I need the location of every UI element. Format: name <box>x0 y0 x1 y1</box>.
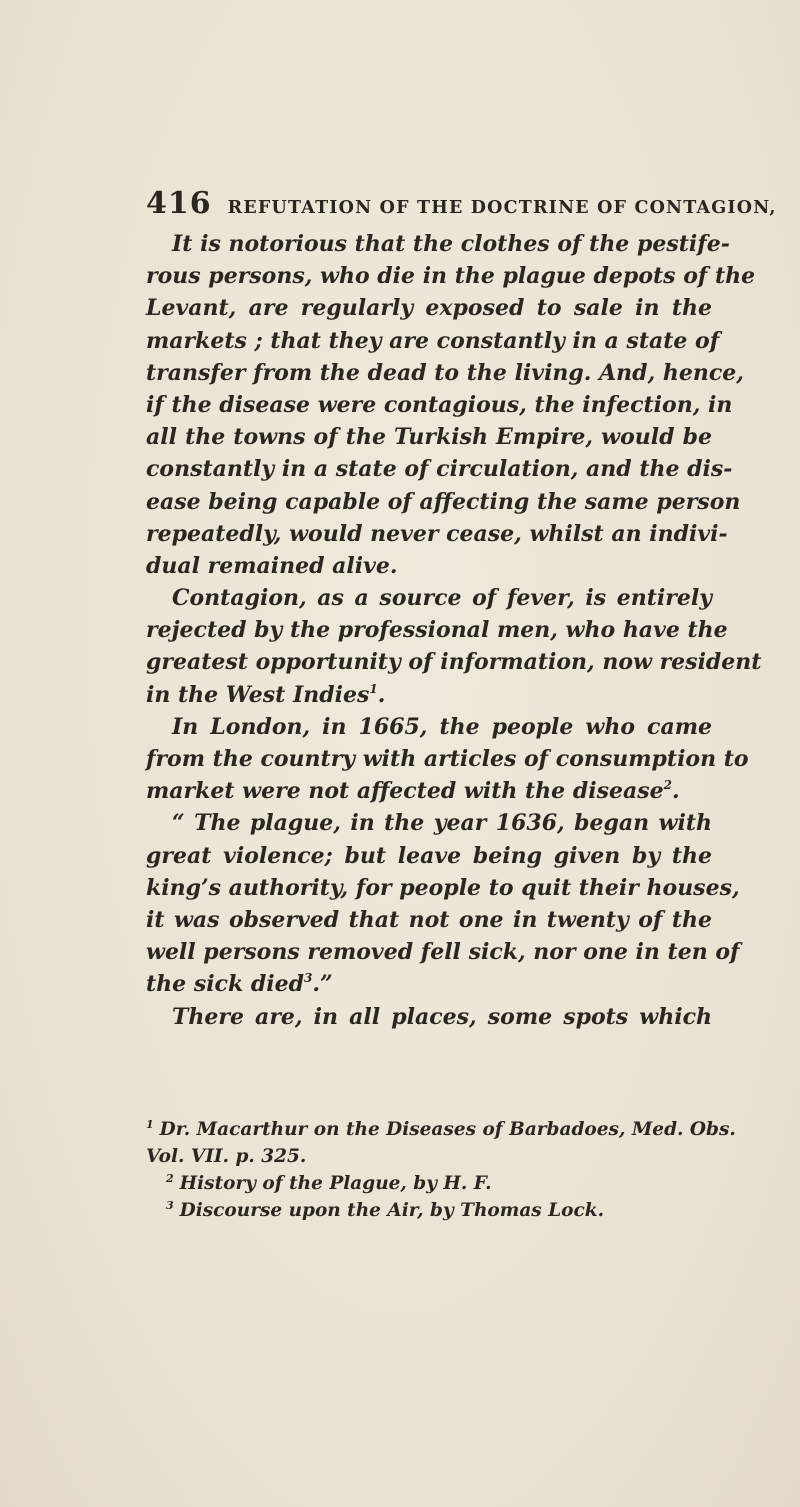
text-line: greatest opportunity of information, now resident <box>146 649 762 676</box>
text-line: well persons removed fell sick, nor one in ten of <box>146 939 740 966</box>
text-line: great violence; but leave being given by the <box>146 842 712 869</box>
running-title: REFUTATION OF THE DOCTRINE OF CONTAGION, <box>227 198 777 218</box>
text-line: market were not affected with the disease$^2$. <box>146 778 680 805</box>
text-line: in the West Indies$^1$. <box>146 681 386 708</box>
text-line: from the country with articles of consumption to <box>146 746 749 772</box>
text-line: markets ; that they are constantly in a state of <box>146 327 720 354</box>
footnote-ref: 1 <box>369 681 378 696</box>
body-text <box>146 228 762 1033</box>
footnote: $^1$ Dr. Macarthur on the Diseases of Barbadoes, Med. Obs. <box>146 1118 736 1140</box>
footnote-mark: 1 <box>146 1118 154 1131</box>
footnote-continuation: Vol. VII. p. 325. <box>146 1146 307 1167</box>
text-line: Contagion, as a source of fever, is entirely <box>172 585 712 612</box>
text-line: rejected by the professional men, who have the <box>146 617 728 644</box>
text-line: constantly in a state of circulation, and the dis- <box>146 456 733 483</box>
running-head <box>146 186 777 221</box>
text-line: if the disease were contagious, the infection, in <box>146 391 733 418</box>
footnote-mark: 2 <box>166 1172 174 1185</box>
text-line: rous persons, who die in the plague depots of the <box>146 263 756 290</box>
page-number: 416 <box>146 186 212 221</box>
text-line: There are, in all places, some spots which <box>172 1003 712 1030</box>
text-line: repeatedly, would never cease, whilst an indivi- <box>146 520 728 547</box>
footnote-ref: 3 <box>303 971 313 986</box>
text-line: it was observed that not one in twenty of the <box>146 906 712 933</box>
footnote: $^2$ History of the Plague, by H. F. <box>166 1172 492 1194</box>
footnotes <box>146 1116 736 1224</box>
text-line: It is notorious that the clothes of the pestife- <box>172 231 730 257</box>
text-line: dual remained alive. <box>146 552 398 579</box>
footnote: $^3$ Discourse upon the Air, by Thomas Lock. <box>166 1199 605 1221</box>
text-line: In London, in 1665, the people who came <box>172 713 712 740</box>
text-line: ease being capable of affecting the same person <box>146 488 741 515</box>
footnote-mark: 3 <box>166 1199 174 1212</box>
text-line: transfer from the dead to the living. And, hence, <box>146 359 744 386</box>
text-line: Levant, are regularly exposed to sale in the <box>146 295 712 322</box>
text-line: the sick died$^3$.” <box>146 971 333 998</box>
text-line: all the towns of the Turkish Empire, would be <box>146 424 712 451</box>
text-line: “ The plague, in the year 1636, began with <box>172 810 712 837</box>
footnote-ref: 2 <box>663 778 672 793</box>
text-line: king’s authority, for people to quit their houses, <box>146 874 740 901</box>
